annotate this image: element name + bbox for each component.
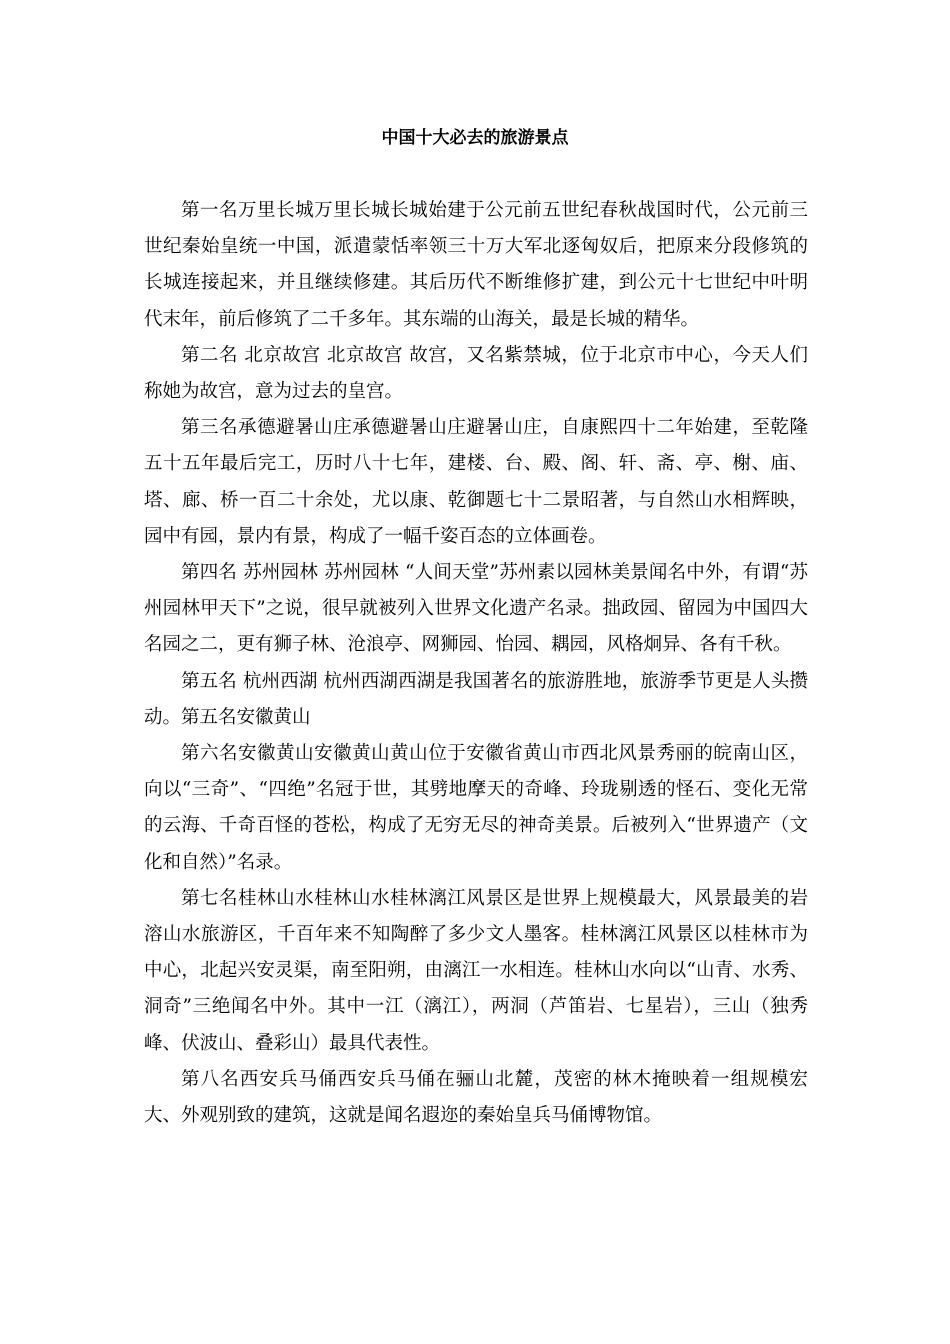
- document-title: 中国十大必去的旅游景点: [381, 128, 569, 148]
- paragraph-chengde: 第三名承德避暑山庄承德避暑山庄避暑山庄，自康熙四十二年始建，至乾隆五十五年最后完工，历时八十七年，建楼、台、殿、阁、轩、斋、亭、榭、庙、塔、廊、桥一百二十余处，尤以康、乾御题七十二景昭著，与自然山水相辉映，园中有园，景内有景，构成了一幅千姿百态的立体画卷。: [144, 417, 808, 547]
- paragraph-forbidden-city: 第二名 北京故宫 北京故宫 故宫，又名紫禁城，位于北京市中心，今天人们称她为故宫，意为过去的皇宫。: [144, 344, 808, 403]
- paragraph-west-lake: 第五名 杭州西湖 杭州西湖西湖是我国著名的旅游胜地，旅游季节更是人头攒动。第五名安徽黄山: [144, 670, 808, 728]
- paragraph-suzhou-gardens: 第四名 苏州园林 苏州园林 “人间天堂”苏州素以园林美景闻名中外，有谓“苏州园林甲天下”之说，很早就被列入世界文化遗产名录。拙政园、留园为中国四大名园之二，更有狮子林、沧浪亭、网狮园、怡园、耦园，风格炯异、各有千秋。: [144, 562, 808, 656]
- paragraph-great-wall: 第一名万里长城万里长城长城始建于公元前五世纪春秋战国时代，公元前三世纪秦始皇统一中国，派遣蒙恬率领三十万大军北逐匈奴后，把原来分段修筑的长城连接起来，并且继续修建。其后历代不断维修扩建，到公元十七世纪中叶明代末年，前后修筑了二千多年。其东端的山海关，最是长城的精华。: [144, 200, 808, 330]
- paragraph-huangshan: 第六名安徽黄山安徽黄山黄山位于安徽省黄山市西北风景秀丽的皖南山区，向以“三奇”、“四绝”名冠于世，其劈地摩天的奇峰、玲珑剔透的怪石、变化无常的云海、千奇百怪的苍松，构成了无穷无尽的神奇美景。后被列入“世界遗产（文化和自然）”名录。: [144, 743, 808, 873]
- document-body: [144, 193, 808, 1134]
- paragraph-guilin: 第七名桂林山水桂林山水桂林漓江风景区是世界上规模最大，风景最美的岩溶山水旅游区，千百年来不知陶醉了多少文人墨客。桂林漓江风景区以桂林市为中心，北起兴安灵渠，南至阳朔，由漓江一水相连。桂林山水向以“山青、水秀、洞奇”三绝闻名中外。其中一江（漓江），两洞（芦笛岩、七星岩），三山（独秀峰、伏波山、叠彩山）最具代表性。: [144, 887, 808, 1054]
- paragraph-terracotta-army: 第八名西安兵马俑西安兵马俑在骊山北麓，茂密的林木掩映着一组规模宏大、外观别致的建筑，这就是闻名遐迩的秦始皇兵马俑博物馆。: [144, 1068, 808, 1127]
